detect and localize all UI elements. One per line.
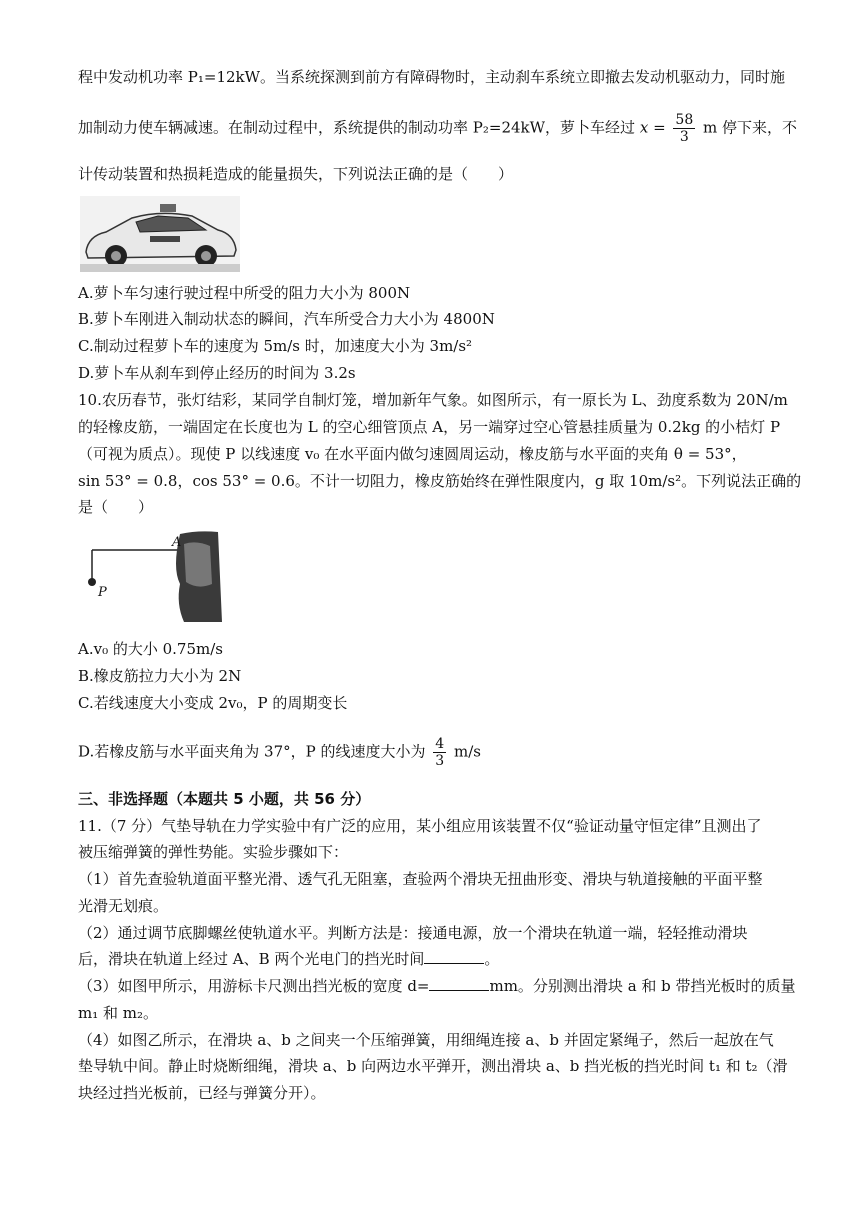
q10-line-2: 的轻橡皮筋，一端固定在长度也为 L 的空心细管顶点 A，另一端穿过空心管悬挂质量为 0.2kg 的小桔灯 P (78, 418, 781, 436)
q9-line-1: 程中发动机功率 P₁=12kW。当系统探测到前方有障碍物时，主动刹车系统立即撤去发动机驱动力，同时施 (78, 68, 786, 86)
q10-option-c: C.若线速度大小变成 2v₀，P 的周期变长 (78, 694, 348, 712)
q10-frac-denominator: 3 (435, 753, 445, 769)
q10-frac-numerator: 4 (435, 736, 445, 752)
q10-option-d-unit: m/s (453, 742, 481, 761)
q11-step4-a: （4）如图乙所示，在滑块 a、b 之间夹一个压缩弹簧，用细绳连接 a、b 并固定紧绳子，然后一起放在气 (78, 1031, 774, 1049)
q9-line-3: 计传动装置和热损耗造成的能量损失，下列说法正确的是（ ） (78, 165, 514, 183)
q9-line-2-text: 加制动力使车辆减速。在制动过程中，系统提供的制动功率 P₂=24kW，萝卜车经过 (78, 118, 636, 137)
q10-option-d (78, 736, 800, 769)
label-a: A (172, 535, 182, 550)
answer-blank (429, 976, 489, 991)
lantern-diagram (80, 524, 230, 624)
q10-line-5: 是（ ） (78, 498, 154, 516)
q11-step2-b-text: 后，滑块在轨道上经过 A、B 两个光电门的挡光时间 (78, 950, 425, 968)
q9-option-c: C.制动过程萝卜车的速度为 5m/s 时，加速度大小为 3m/s² (78, 337, 473, 355)
q11-step3-a (78, 975, 800, 997)
q10-option-a: A.v₀ 的大小 0.75m/s (78, 640, 223, 658)
q11-step2-b (78, 948, 800, 970)
q9-frac-numerator: 58 (675, 112, 694, 128)
q9-option-d: D.萝卜车从刹车到停止经历的时间为 3.2s (78, 364, 356, 382)
q11-line-2: 被压缩弹簧的弹性势能。实验步骤如下： (78, 843, 349, 861)
q11-step4-c: 块经过挡光板前，已经与弹簧分开）。 (78, 1084, 326, 1102)
q9-option-a: A.萝卜车匀速行驶过程中所受的阻力大小为 800N (78, 284, 411, 302)
q11-step2-a: （2）通过调节底脚螺丝使轨道水平。判断方法是：接通电源，放一个滑块在轨道一端，轻轻推动滑块 (78, 924, 748, 942)
q11-step1-b: 光滑无划痕。 (78, 897, 169, 915)
q10-line-3: （可视为质点）。现使 P 以线速度 v₀ 在水平面内做匀速圆周运动，橡皮筋与水平面的夹角 θ = 53°， (78, 445, 747, 463)
q11-step3-b-text: mm。分别测出滑块 a 和 b 带挡光板时的质量 (489, 977, 796, 995)
q11-step4-b: 垫导轨中间。静止时烧断细绳，滑块 a、b 向两边水平弹开，测出滑块 a、b 挡光板的挡光时间 t₁ 和 t₂（滑 (78, 1057, 788, 1075)
q11-line-1: 11.（7 分）气垫导轨在力学实验中有广泛的应用，某小组应用该装置不仅“验证动量守恒定律”且测出了 (78, 817, 762, 835)
q11-step2-c-text: 。 (484, 950, 500, 968)
section-3-title: 三、非选择题（本题共 5 小题，共 56 分） (78, 790, 371, 808)
q9-line-2: 加制动力使车辆减速。在制动过程中，系统提供的制动功率 P₂=24kW，萝卜车经过 x = $\frac{58}{3}$ m 停下来，不 (78, 112, 798, 145)
robotaxi-car-image (80, 196, 240, 272)
q10-line-1: 10.农历春节，张灯结彩，某同学自制灯笼，增加新年气象。如图所示，有一原长为 L、劲度系数为 20N/m (78, 391, 788, 409)
q9-distance-fraction (673, 112, 695, 145)
q10-option-d-text: D.若橡皮筋与水平面夹角为 37°，P 的线速度大小为 (78, 742, 426, 761)
q9-line-2-tail: m 停下来，不 (703, 118, 798, 137)
q11-step3-c: m₁ 和 m₂。 (78, 1004, 159, 1022)
answer-blank (424, 949, 484, 964)
q11-step1-a: （1）首先查验轨道面平整光滑、透气孔无阻塞，查验两个滑块无扭曲形变、滑块与轨道接触的平面平整 (78, 870, 763, 888)
q9-option-b: B.萝卜车刚进入制动状态的瞬间，汽车所受合力大小为 4800N (78, 310, 495, 328)
q10-option-b: B.橡皮筋拉力大小为 2N (78, 667, 242, 685)
q10-speed-fraction (433, 736, 446, 769)
q9-frac-denominator: 3 (679, 129, 689, 145)
q11-step3-a-text: （3）如图甲所示，用游标卡尺测出挡光板的宽度 d= (78, 977, 430, 995)
label-p: P (98, 585, 107, 600)
q10-line-4: sin 53° = 0.8，cos 53° = 0.6。不计一切阻力，橡皮筋始终在弹性限度内，g 取 10m/s²。下列说法正确的 (78, 472, 802, 490)
